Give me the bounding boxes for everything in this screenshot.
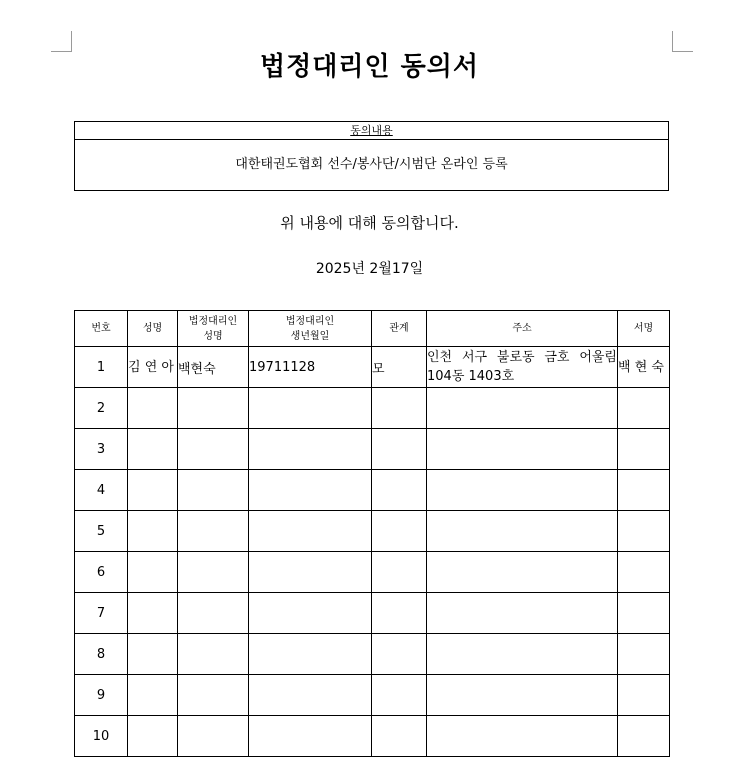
cell-name xyxy=(128,470,178,511)
consent-box xyxy=(74,121,669,191)
header-guardian-name-line2: 성명 xyxy=(203,330,223,342)
cell-guardian-birth xyxy=(249,429,372,470)
consent-content: 대한태권도협회 선수/봉사단/시범단 온라인 등록 xyxy=(235,157,508,172)
cell-guardian-birth xyxy=(249,675,372,716)
cell-signature xyxy=(618,429,670,470)
cell-relation xyxy=(372,716,427,757)
cell-no: 3 xyxy=(75,429,128,470)
cell-name xyxy=(128,675,178,716)
cell-relation xyxy=(372,429,427,470)
cell-name xyxy=(128,429,178,470)
cell-address xyxy=(427,675,618,716)
cell-address: 인천 서구 불로동 금호 어울림 104동 1403호 xyxy=(427,347,618,388)
cell-guardian-name xyxy=(178,634,249,675)
cell-no: 2 xyxy=(75,388,128,429)
cell-signature xyxy=(618,470,670,511)
header-relation: 관계 xyxy=(372,311,427,347)
document-title: 법정대리인 동의서 xyxy=(260,52,479,82)
cell-relation xyxy=(372,634,427,675)
table-row xyxy=(75,716,670,757)
cell-name xyxy=(128,593,178,634)
cell-name xyxy=(128,716,178,757)
cell-address xyxy=(427,388,618,429)
cell-guardian-name xyxy=(178,470,249,511)
header-guardian-name xyxy=(178,311,249,347)
cell-signature xyxy=(618,552,670,593)
cell-no: 7 xyxy=(75,593,128,634)
cell-relation xyxy=(372,470,427,511)
cell-guardian-birth: 19711128 xyxy=(249,347,372,388)
header-address: 주소 xyxy=(427,311,618,347)
cell-guardian-name xyxy=(178,388,249,429)
cell-no: 10 xyxy=(75,716,128,757)
cell-signature xyxy=(618,675,670,716)
cell-signature xyxy=(618,511,670,552)
guardian-table xyxy=(74,310,670,757)
cell-address xyxy=(427,470,618,511)
cell-signature xyxy=(618,593,670,634)
cell-no: 4 xyxy=(75,470,128,511)
table-row xyxy=(75,593,670,634)
cell-guardian-birth xyxy=(249,716,372,757)
cell-relation xyxy=(372,552,427,593)
cell-no: 9 xyxy=(75,675,128,716)
cell-guardian-name xyxy=(178,552,249,593)
cell-guardian-name xyxy=(178,593,249,634)
cell-address xyxy=(427,716,618,757)
header-guardian-birth-line1: 법정대리인 xyxy=(285,315,335,327)
cell-guardian-name: 백현숙 xyxy=(178,347,249,388)
cell-guardian-birth xyxy=(249,634,372,675)
cell-guardian-birth xyxy=(249,388,372,429)
table-row xyxy=(75,470,670,511)
cell-no: 6 xyxy=(75,552,128,593)
header-no: 번호 xyxy=(75,311,128,347)
table-row xyxy=(75,511,670,552)
cell-address xyxy=(427,634,618,675)
consent-heading-row xyxy=(75,122,668,140)
cell-guardian-birth xyxy=(249,470,372,511)
header-guardian-birth-line2: 생년월일 xyxy=(290,330,330,342)
header-name: 성명 xyxy=(128,311,178,347)
header-guardian-name-line1: 법정대리인 xyxy=(188,315,238,327)
cell-guardian-birth xyxy=(249,552,372,593)
table-row xyxy=(75,675,670,716)
cell-signature xyxy=(618,388,670,429)
table-row xyxy=(75,552,670,593)
cell-relation xyxy=(372,511,427,552)
cell-guardian-birth xyxy=(249,593,372,634)
cell-relation xyxy=(372,593,427,634)
agreement-statement: 위 내용에 대해 동의합니다. xyxy=(280,214,459,232)
header-signature: 서명 xyxy=(618,311,670,347)
cell-relation xyxy=(372,675,427,716)
cell-address xyxy=(427,511,618,552)
cell-no: 1 xyxy=(75,347,128,388)
cell-no: 8 xyxy=(75,634,128,675)
cell-name xyxy=(128,388,178,429)
cell-guardian-birth xyxy=(249,511,372,552)
cell-relation xyxy=(372,388,427,429)
cell-address xyxy=(427,429,618,470)
document-date: 2025년 2월17일 xyxy=(315,261,424,277)
cell-signature xyxy=(618,716,670,757)
table-header-row xyxy=(75,311,670,347)
cell-address xyxy=(427,593,618,634)
cell-guardian-name xyxy=(178,511,249,552)
cell-guardian-name xyxy=(178,429,249,470)
table-row xyxy=(75,388,670,429)
header-guardian-birth xyxy=(249,311,372,347)
cell-name xyxy=(128,552,178,593)
table-row xyxy=(75,429,670,470)
cell-no: 5 xyxy=(75,511,128,552)
cell-name xyxy=(128,511,178,552)
cell-signature: 백 현 숙 xyxy=(618,347,670,388)
cell-relation: 모 xyxy=(372,347,427,388)
cell-guardian-name xyxy=(178,716,249,757)
cell-name xyxy=(128,634,178,675)
cell-name: 김 연 아 xyxy=(128,347,178,388)
table-row xyxy=(75,634,670,675)
consent-heading: 동의내용 xyxy=(350,124,393,137)
cell-signature xyxy=(618,634,670,675)
cell-address xyxy=(427,552,618,593)
cell-guardian-name xyxy=(178,675,249,716)
table-row xyxy=(75,347,670,388)
